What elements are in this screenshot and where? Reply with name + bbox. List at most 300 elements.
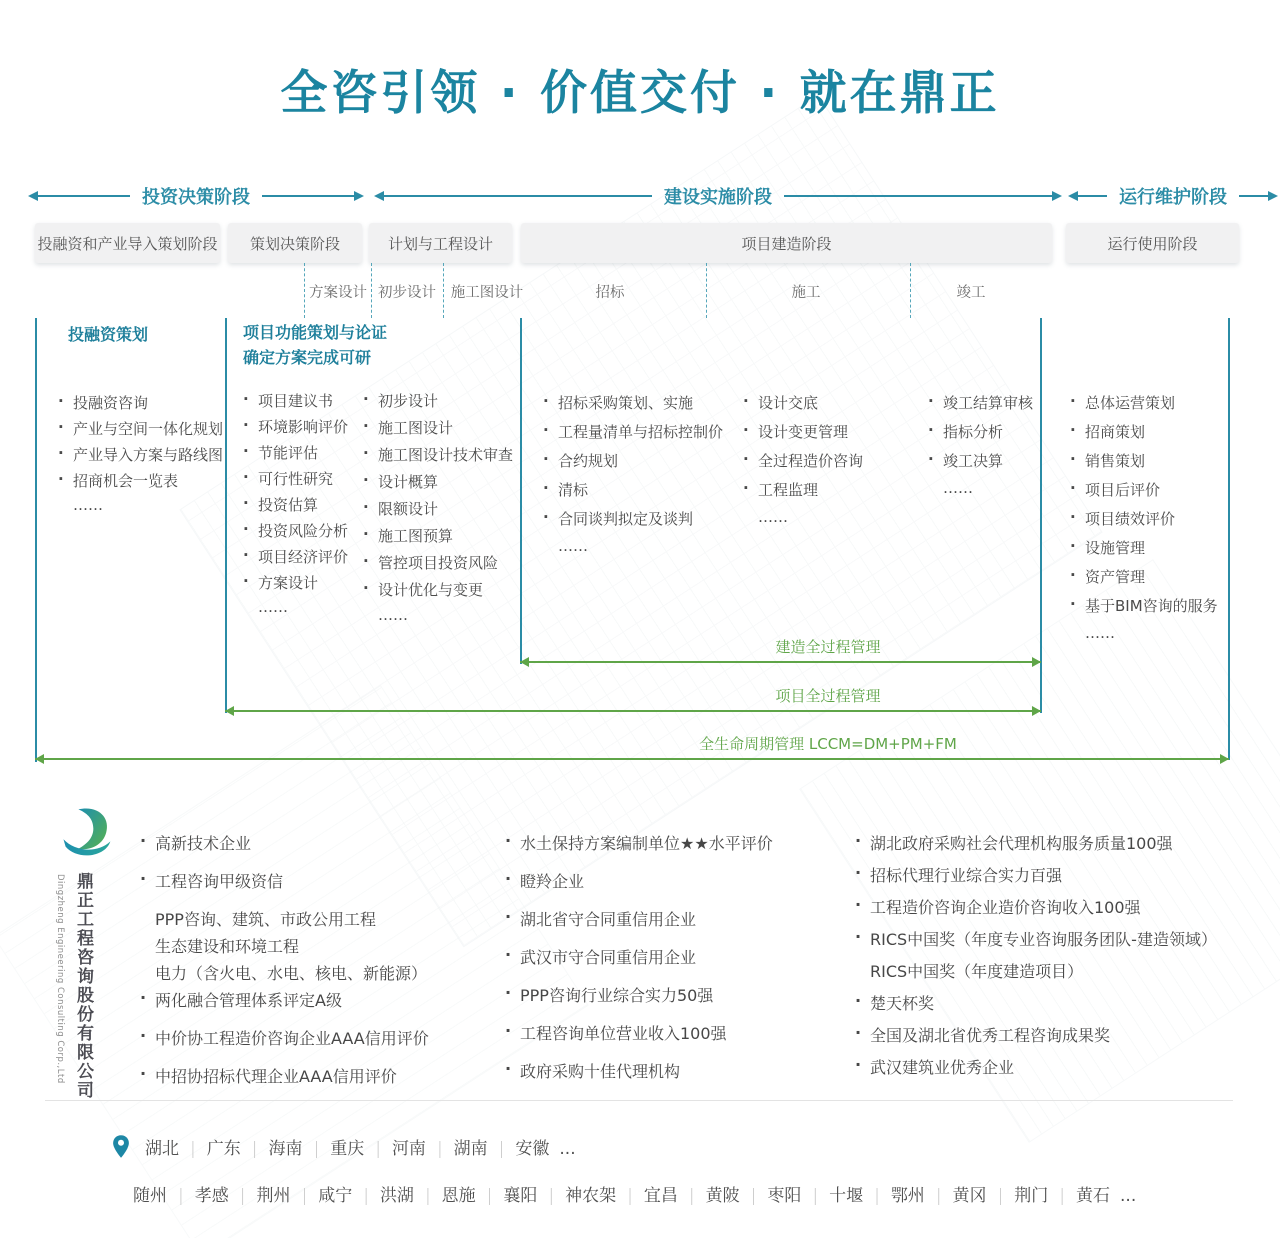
list-item-text: 资产管理: [1085, 568, 1146, 586]
list-item: [243, 546, 348, 572]
location-item: ...: [1120, 1186, 1137, 1206]
location-pin-icon: [112, 1134, 130, 1159]
management-arrow-construction: [520, 661, 1041, 663]
list-item: [140, 934, 429, 961]
bullet-icon: ·: [855, 927, 862, 946]
list-item: [363, 498, 513, 525]
list-item: [58, 418, 223, 444]
list-item-text: 项目后评价: [1085, 481, 1161, 499]
list-item: [743, 450, 863, 479]
bullet-icon: ·: [505, 945, 512, 964]
separator: |: [239, 1186, 246, 1206]
bullet-icon: ·: [363, 444, 369, 462]
location-item: 海南: [268, 1139, 303, 1159]
list-item-text: PPP咨询、建筑、市政公用工程: [155, 910, 376, 929]
list-item-text: 投资估算: [258, 496, 319, 514]
bullet-icon: ·: [58, 418, 64, 436]
location-item: 湖北: [145, 1139, 179, 1159]
list-item-text: 工程造价咨询企业造价咨询收入100强: [870, 898, 1141, 917]
list-item-text: 项目经济评价: [258, 548, 349, 566]
list-item-text: 环境影响评价: [258, 418, 349, 436]
bullet-icon: ·: [243, 520, 249, 538]
list-item-text: 施工图设计: [378, 419, 454, 437]
stage-box-design: 计划与工程设计: [369, 223, 512, 263]
bullet-icon: ·: [743, 392, 749, 410]
list-item-text: 楚天杯奖: [870, 994, 935, 1013]
list-item: [363, 552, 513, 579]
list-item: [363, 525, 513, 552]
list-item: [855, 959, 1217, 991]
location-item: 孝感: [194, 1186, 229, 1206]
list-item-text: 设计交底: [758, 394, 819, 412]
list-item: [743, 392, 863, 421]
qualification-list-awards: [855, 831, 1217, 1087]
list-item: [243, 520, 348, 546]
bullet-icon: ·: [243, 416, 249, 434]
panel-rule: [1228, 318, 1230, 760]
service-list-financing: [58, 392, 223, 522]
list-item: [1070, 537, 1218, 566]
arrow-left-icon: [1068, 191, 1078, 201]
list-item-text: 全国及湖北省优秀工程咨询成果奖: [870, 1026, 1111, 1045]
list-item-text: ……: [258, 598, 288, 616]
list-item-text: 两化融合管理体系评定A级: [155, 991, 342, 1010]
dashed-divider: [304, 263, 305, 318]
location-item: ...: [559, 1139, 576, 1159]
bullet-icon: ·: [543, 421, 549, 439]
location-item: 宜昌: [643, 1186, 678, 1206]
dashed-divider: [706, 263, 707, 318]
separator: |: [688, 1186, 695, 1206]
substage-scheme-design: 方案设计: [309, 285, 367, 301]
stage-box-operation: 运行使用阶段: [1066, 223, 1239, 263]
list-item: [743, 421, 863, 450]
bullet-icon: ·: [928, 421, 934, 439]
bullet-icon: ·: [928, 450, 934, 468]
list-item: [855, 863, 1217, 895]
service-list-design: [363, 390, 513, 633]
list-item-text: 销售策划: [1085, 452, 1146, 470]
bullet-icon: ·: [855, 991, 862, 1010]
location-item: 安徽: [515, 1139, 550, 1159]
location-item: 重庆: [330, 1139, 365, 1159]
list-item: [928, 450, 1033, 479]
separator: |: [997, 1186, 1004, 1206]
bullet-icon: ·: [1070, 566, 1076, 584]
location-item: 黄冈: [952, 1186, 987, 1206]
bullet-icon: ·: [1070, 508, 1076, 526]
list-item: [855, 1023, 1217, 1055]
management-label-lifecycle: 全生命周期管理 LCCM=DM+PM+FM: [699, 735, 957, 753]
location-item: 神农架: [565, 1186, 617, 1206]
bullet-icon: ·: [363, 471, 369, 489]
list-item: [1070, 566, 1218, 595]
list-item: [140, 961, 429, 988]
list-item-text: PPP咨询行业综合实力50强: [520, 986, 714, 1005]
qualification-list-certifications: [140, 831, 429, 1102]
location-item: 鄂州: [890, 1186, 925, 1206]
location-item: 十堰: [829, 1186, 864, 1206]
bullet-icon: ·: [855, 1023, 862, 1042]
separator: |: [313, 1139, 320, 1159]
separator: |: [301, 1186, 308, 1206]
list-item: [363, 471, 513, 498]
service-list-operation: [1070, 392, 1218, 653]
bullet-icon: ·: [543, 508, 549, 526]
bullet-icon: ·: [243, 546, 249, 564]
list-item: [855, 927, 1217, 959]
location-item: 荆州: [256, 1186, 291, 1206]
list-item: [1070, 595, 1218, 624]
list-item: [505, 1059, 773, 1097]
management-label-construction: 建造全过程管理: [775, 638, 881, 656]
list-item: [363, 444, 513, 471]
list-item-text: 招商策划: [1085, 423, 1146, 441]
list-item: [140, 869, 429, 907]
bullet-icon: ·: [855, 831, 862, 850]
list-item-text: 武汉市守合同重信用企业: [520, 948, 697, 967]
list-item-text: 节能评估: [258, 444, 319, 462]
bullet-icon: ·: [363, 390, 369, 408]
bullet-icon: ·: [743, 479, 749, 497]
location-item: 湖南: [453, 1139, 488, 1159]
list-item-text: 施工图设计技术审查: [378, 446, 514, 464]
bullet-icon: ·: [243, 572, 249, 590]
substage-prelim-design: 初步设计: [378, 285, 436, 301]
list-item-text: 中价协工程造价咨询企业AAA信用评价: [155, 1029, 429, 1048]
bullet-icon: ·: [743, 450, 749, 468]
list-item: [505, 869, 773, 907]
service-list-completion: [928, 392, 1033, 508]
list-item-text: 指标分析: [943, 423, 1004, 441]
list-item-text: 中招协招标代理企业AAA信用评价: [155, 1067, 397, 1086]
management-label-project: 项目全过程管理: [775, 687, 881, 705]
list-item: [243, 494, 348, 520]
list-item-text: 基于BIM咨询的服务: [1085, 597, 1218, 615]
city-list: [133, 1181, 1136, 1206]
list-item-text: 瞪羚企业: [520, 872, 585, 891]
company-name-en: Dingzheng Engineering Consulting Corp.,Ltd: [55, 874, 65, 1084]
dashed-divider: [443, 263, 444, 318]
list-item: [928, 421, 1033, 450]
location-item: 恩施: [441, 1186, 476, 1206]
arrow-right-icon: [354, 191, 364, 201]
list-item-text: RICS中国奖（年度专业咨询服务团队-建造领域）: [870, 930, 1217, 949]
bullet-icon: ·: [58, 392, 64, 410]
separator: |: [548, 1186, 555, 1206]
bullet-icon: ·: [543, 392, 549, 410]
panel-rule: [225, 318, 227, 713]
separator: |: [750, 1186, 757, 1206]
province-row: [112, 1134, 576, 1159]
bullet-icon: ·: [140, 1064, 147, 1083]
list-item: [928, 392, 1033, 421]
city-row: [133, 1181, 1136, 1206]
list-item: [505, 907, 773, 945]
list-item: [855, 831, 1217, 863]
list-item-text: 招商机会一览表: [73, 472, 179, 490]
bullet-icon: ·: [855, 895, 862, 914]
bullet-icon: ·: [140, 988, 147, 1007]
location-item: 枣阳: [767, 1186, 802, 1206]
location-item: 荆门: [1014, 1186, 1049, 1206]
separator: |: [436, 1139, 443, 1159]
list-item: [855, 895, 1217, 927]
list-item: [243, 598, 348, 624]
separator: |: [375, 1139, 381, 1159]
bullet-icon: ·: [363, 552, 369, 570]
list-item: [855, 991, 1217, 1023]
bullet-icon: ·: [855, 863, 862, 882]
bullet-icon: ·: [1070, 595, 1076, 613]
bullet-icon: ·: [58, 444, 64, 462]
list-item: [505, 945, 773, 983]
list-item-text: 政府采购十佳代理机构: [520, 1062, 681, 1081]
list-item-text: 投资风险分析: [258, 522, 349, 540]
list-item-text: 产业与空间一体化规划: [73, 420, 224, 438]
list-item-text: 产业导入方案与路线图: [73, 446, 224, 464]
list-item: [140, 1064, 429, 1102]
list-item-text: 可行性研究: [258, 470, 334, 488]
phase-arrow-operation: [1068, 185, 1278, 207]
arrow-right-icon: [1268, 191, 1278, 201]
list-item-text: 项目绩效评价: [1085, 510, 1176, 528]
location-item: 襄阳: [503, 1186, 538, 1206]
list-item-text: RICS中国奖（年度建造项目）: [870, 962, 1084, 981]
separator: |: [627, 1186, 633, 1206]
bullet-icon: ·: [243, 468, 249, 486]
list-item-text: 设施管理: [1085, 539, 1146, 557]
list-item: [505, 831, 773, 869]
list-item: [243, 442, 348, 468]
separator: |: [498, 1139, 505, 1159]
list-item-text: 工程咨询单位营业收入100强: [520, 1024, 727, 1043]
separator: |: [178, 1186, 184, 1206]
management-arrow-lifecycle: [35, 758, 1229, 760]
list-item-text: 方案设计: [258, 574, 319, 592]
list-item-text: 湖北政府采购社会代理机构服务质量100强: [870, 834, 1173, 853]
separator: |: [874, 1186, 880, 1206]
list-item-text: 项目建议书: [258, 392, 334, 410]
list-item: [58, 444, 223, 470]
bullet-icon: ·: [363, 525, 369, 543]
list-item: [363, 579, 513, 606]
stage-box-financing: 投融资和产业导入策划阶段: [35, 223, 220, 263]
list-item: [543, 479, 723, 508]
list-item: [243, 572, 348, 598]
list-item: [543, 450, 723, 479]
list-item: [1070, 624, 1218, 653]
panel-rule: [35, 318, 37, 762]
dashed-divider: [910, 263, 911, 318]
list-item: [1070, 508, 1218, 537]
arrow-left-icon: [374, 191, 384, 201]
list-item-text: 武汉建筑业优秀企业: [870, 1058, 1015, 1077]
location-item: 黄石: [1076, 1186, 1111, 1206]
separator: |: [251, 1139, 258, 1159]
list-item-text: 湖北省守合同重信用企业: [520, 910, 697, 929]
bullet-icon: ·: [505, 869, 512, 888]
substage-drawing-design: 施工图设计: [450, 285, 524, 301]
location-item: 河南: [391, 1139, 426, 1159]
list-item: [58, 496, 223, 522]
list-item-text: 限额设计: [378, 500, 439, 518]
list-item-text: 招标采购策划、实施: [558, 394, 694, 412]
list-item-text: ……: [1085, 624, 1115, 642]
list-item-text: ……: [758, 508, 788, 526]
location-item: 咸宁: [318, 1186, 353, 1206]
bullet-icon: ·: [505, 1021, 512, 1040]
list-item: [543, 392, 723, 421]
list-item: [743, 508, 863, 537]
list-item: [363, 390, 513, 417]
list-item-text: 全过程造价咨询: [758, 452, 864, 470]
list-item-text: 招标代理行业综合实力百强: [870, 866, 1063, 885]
list-item-text: ……: [378, 606, 408, 624]
phase-label-investment: 投资决策阶段: [142, 187, 250, 208]
separator: |: [190, 1139, 196, 1159]
location-item: 洪湖: [379, 1186, 414, 1206]
bullet-icon: ·: [363, 498, 369, 516]
list-item-text: 水土保持方案编制单位★★水平评价: [520, 834, 773, 853]
list-item-text: ……: [73, 496, 103, 514]
separator: |: [424, 1186, 431, 1206]
list-item-text: 总体运营策划: [1085, 394, 1176, 412]
list-item-text: 工程监理: [758, 481, 819, 499]
dashed-divider: [371, 263, 372, 318]
list-item: [140, 831, 429, 869]
separator: |: [486, 1186, 493, 1206]
column-header-line2: 确定方案完成可研: [243, 348, 372, 367]
column-header-planning: [243, 320, 387, 370]
service-list-construction: [743, 392, 863, 537]
substage-construction: 施工: [791, 285, 821, 301]
management-arrow-project: [225, 710, 1041, 712]
list-item-text: 工程量清单与招标控制价: [558, 423, 724, 441]
page-title: 全咨引领 · 价值交付 · 就在鼎正: [280, 66, 1000, 121]
stage-box-construction: 项目建造阶段: [521, 223, 1052, 263]
location-item: 随州: [133, 1186, 167, 1206]
list-item: [1070, 392, 1218, 421]
list-item: [58, 392, 223, 418]
list-item-text: ……: [558, 537, 588, 555]
column-header-line1: 项目功能策划与论证: [243, 323, 388, 342]
list-item: [543, 537, 723, 566]
list-item: [928, 479, 1033, 508]
list-item-text: 电力（含火电、水电、核电、新能源）: [155, 964, 428, 983]
bullet-icon: ·: [140, 831, 147, 850]
list-item: [140, 1026, 429, 1064]
substage-completion: 竣工: [956, 285, 986, 301]
bullet-icon: ·: [928, 392, 934, 410]
qualification-list-credit: [505, 831, 773, 1097]
bullet-icon: ·: [743, 421, 749, 439]
bullet-icon: ·: [1070, 421, 1076, 439]
arrow-left-icon: [28, 191, 38, 201]
list-item-text: 投融资咨询: [73, 394, 149, 412]
location-item: 黄陂: [705, 1186, 740, 1206]
bullet-icon: ·: [543, 450, 549, 468]
list-item: [743, 479, 863, 508]
list-item: [243, 468, 348, 494]
separator: |: [363, 1186, 369, 1206]
panel-rule: [520, 318, 522, 664]
service-list-bidding: [543, 392, 723, 566]
list-item: [140, 907, 429, 934]
bullet-icon: ·: [1070, 479, 1076, 497]
phase-arrow-construction: [374, 185, 1062, 207]
bullet-icon: ·: [1070, 392, 1076, 410]
list-item: [505, 983, 773, 1021]
bullet-icon: ·: [243, 494, 249, 512]
bullet-icon: ·: [505, 983, 512, 1002]
list-item-text: 设计概算: [378, 473, 439, 491]
list-item-text: 合同谈判拟定及谈判: [558, 510, 694, 528]
list-item: [140, 988, 429, 1026]
list-item: [243, 416, 348, 442]
list-item-text: 生态建设和环境工程: [155, 937, 300, 956]
bullet-icon: ·: [543, 479, 549, 497]
list-item-text: 施工图预算: [378, 527, 454, 545]
list-item-text: 合约规划: [558, 452, 619, 470]
bullet-icon: ·: [855, 1055, 862, 1074]
bullet-icon: ·: [505, 1059, 512, 1078]
company-name-cn: 鼎正工程咨询股份有限公司: [73, 872, 93, 1100]
phase-label-operation: 运行维护阶段: [1119, 187, 1227, 208]
list-item: [363, 417, 513, 444]
list-item: [363, 606, 513, 633]
list-item-text: 管控项目投资风险: [378, 554, 499, 572]
separator: |: [1059, 1186, 1066, 1206]
bullet-icon: ·: [1070, 450, 1076, 468]
list-item-text: ……: [943, 479, 973, 497]
separator: |: [935, 1186, 942, 1206]
list-item: [243, 390, 348, 416]
bullet-icon: ·: [505, 907, 512, 926]
bullet-icon: ·: [363, 579, 369, 597]
list-item: [855, 1055, 1217, 1087]
bullet-icon: ·: [243, 442, 249, 460]
bullet-icon: ·: [243, 390, 249, 408]
bullet-icon: ·: [363, 417, 369, 435]
bullet-icon: ·: [505, 831, 512, 850]
bullet-icon: ·: [140, 869, 147, 888]
phase-arrow-investment: [28, 185, 364, 207]
list-item-text: 初步设计: [378, 392, 439, 410]
list-item-text: 设计变更管理: [758, 423, 849, 441]
column-header-financing: 投融资策划: [68, 325, 149, 344]
list-item-text: 竣工结算审核: [943, 394, 1034, 412]
stage-box-planning: 策划决策阶段: [228, 223, 362, 263]
panel-rule: [1040, 318, 1042, 713]
bullet-icon: ·: [58, 470, 64, 488]
service-list-feasibility: [243, 390, 348, 624]
province-list: [145, 1134, 576, 1159]
arrow-right-icon: [1052, 191, 1062, 201]
bullet-icon: ·: [1070, 537, 1076, 555]
list-item: [543, 508, 723, 537]
list-item-text: 高新技术企业: [155, 834, 252, 853]
phase-label-construction: 建设实施阶段: [664, 187, 772, 208]
list-item: [1070, 479, 1218, 508]
bullet-icon: ·: [140, 1026, 147, 1045]
list-item-text: 清标: [558, 481, 589, 499]
list-item: [1070, 421, 1218, 450]
divider: [45, 1100, 1233, 1101]
list-item: [543, 421, 723, 450]
company-logo-icon: [56, 804, 120, 868]
substage-bidding: 招标: [595, 285, 625, 301]
